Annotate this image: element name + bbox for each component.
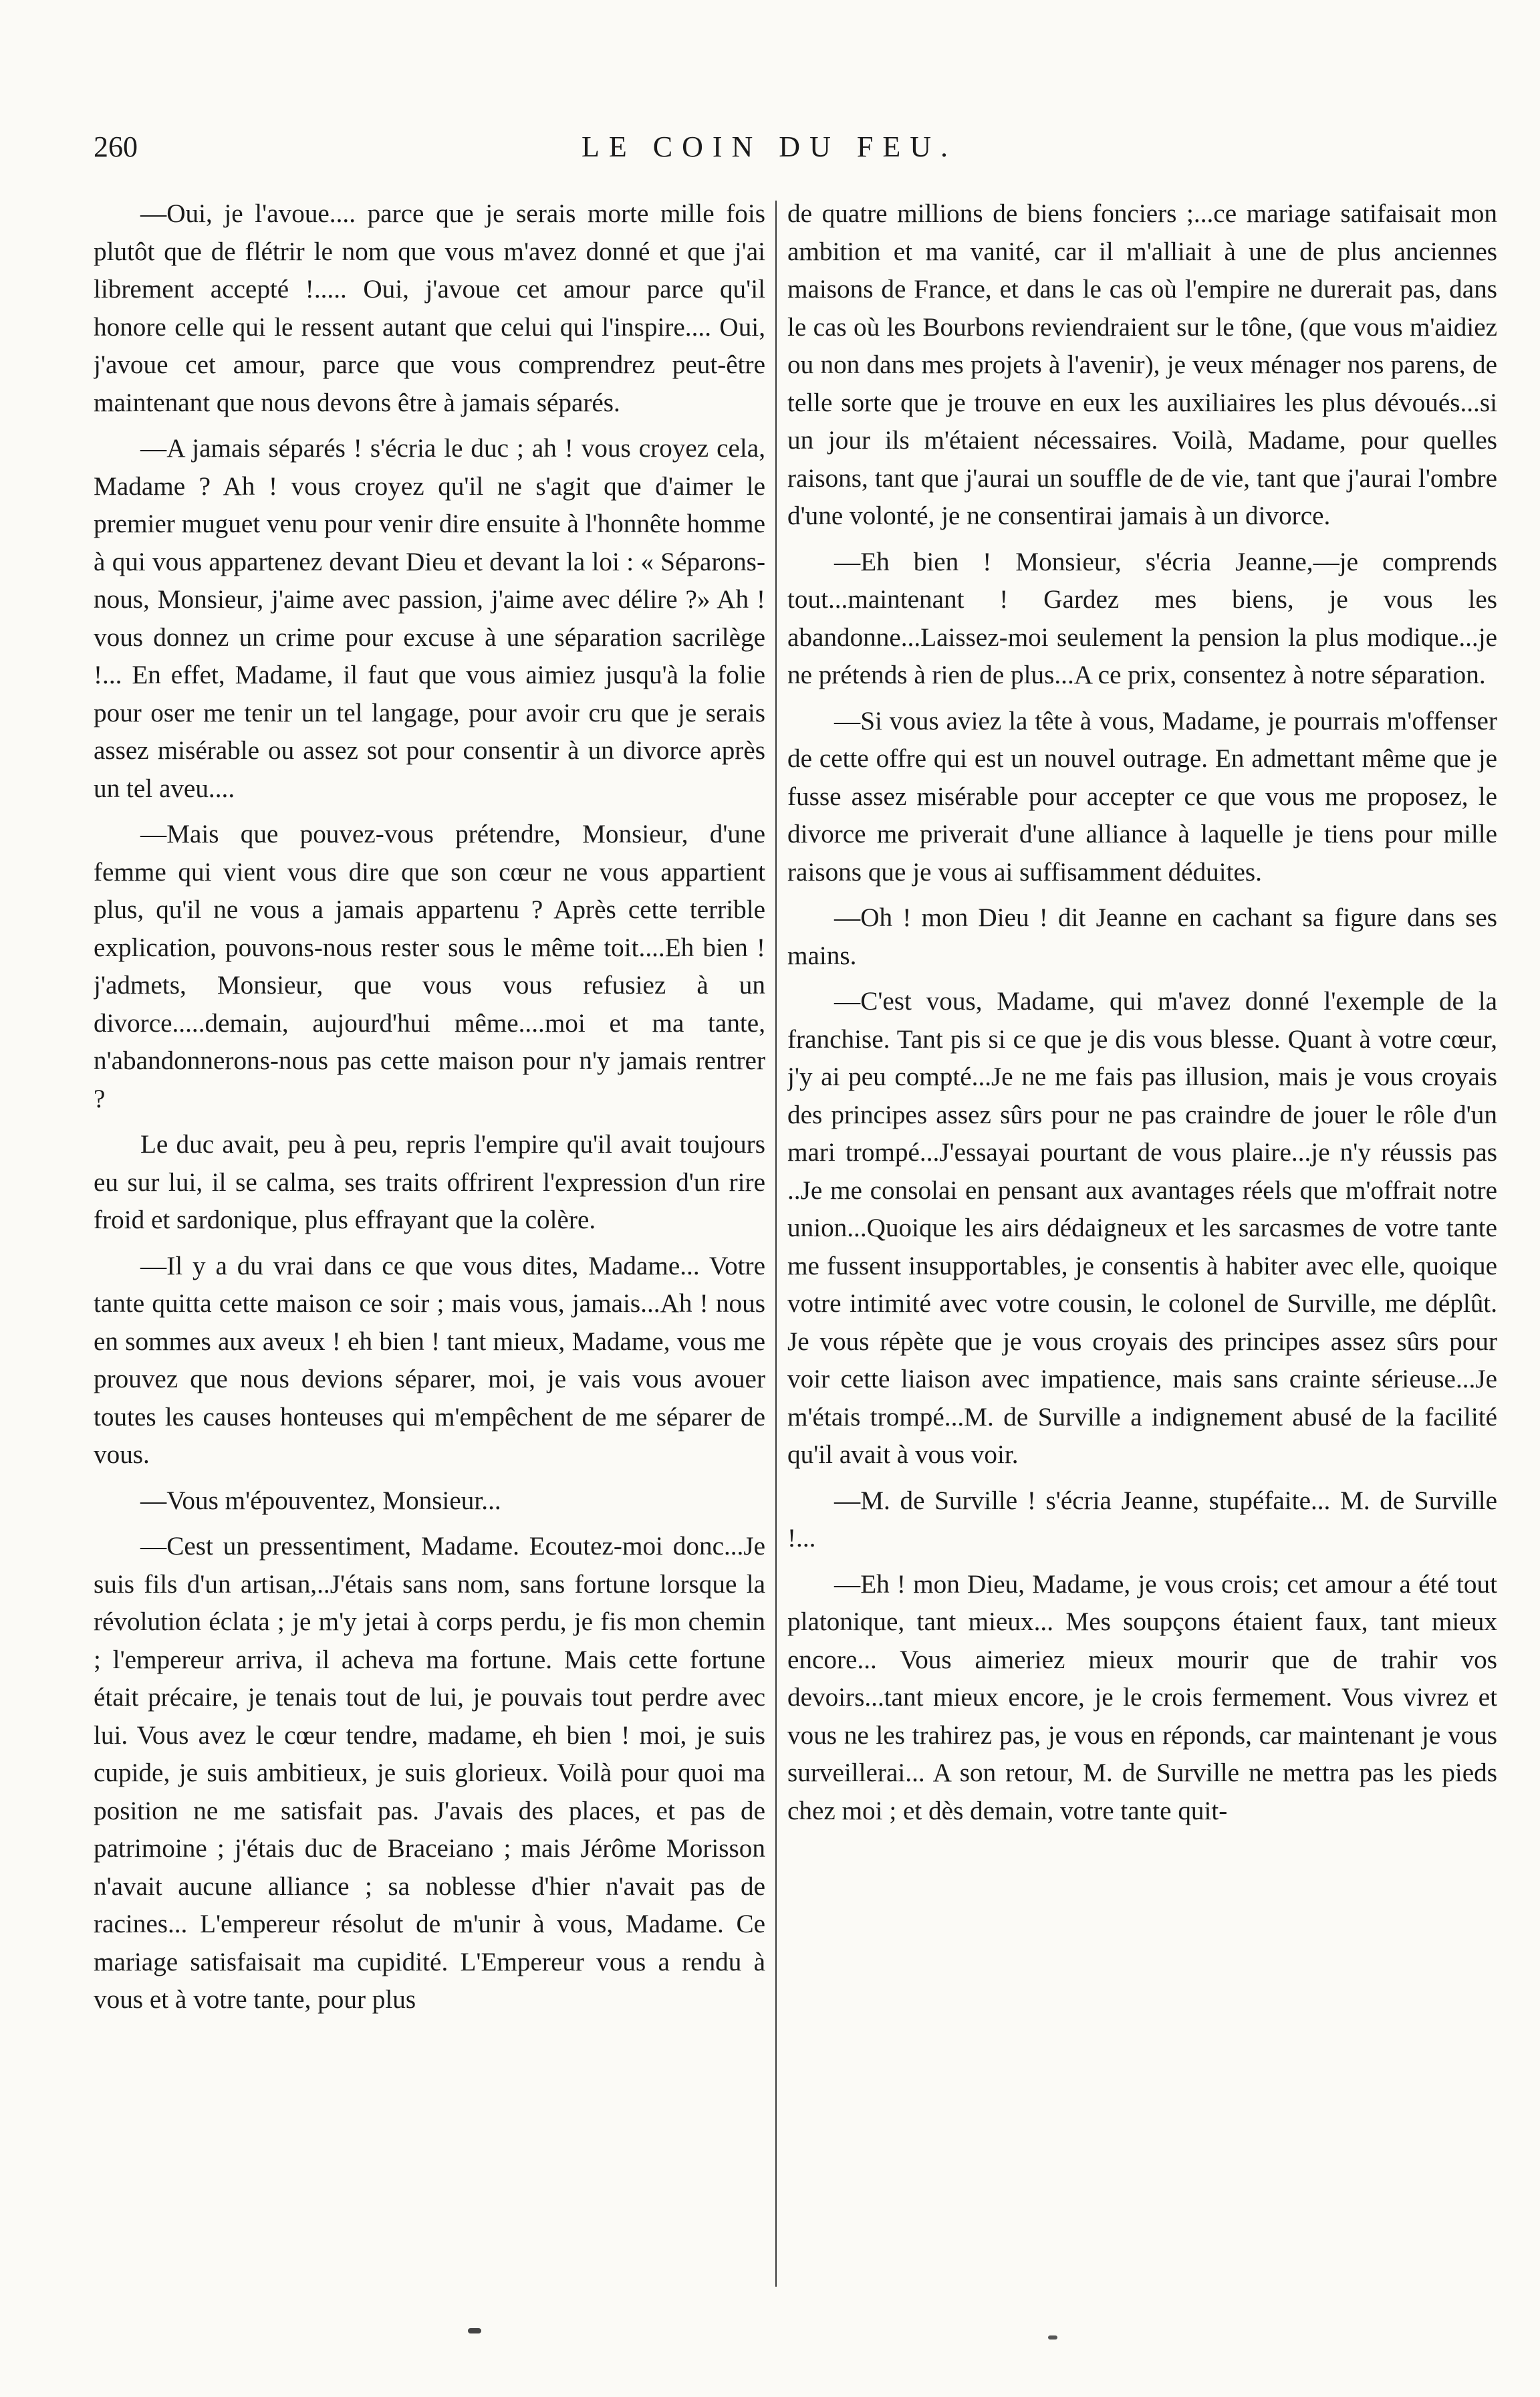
paragraph: —Eh bien ! Monsieur, s'écria Jeanne,—je comprends tout...maintenant ! Gardez mes biens, je vous les abandonne...Laissez-moi seulement la pension la plus modique...je ne prétends à rien de plus...A ce prix, consentez à notre séparation. <box>787 547 1497 689</box>
paragraph: —M. de Surville ! s'écria Jeanne, stupéfaite... M. de Surville !... <box>787 1486 1497 1553</box>
left-column <box>94 195 765 2288</box>
paragraph-continued: de quatre millions de biens fonciers ;...ce mariage satifaisait mon ambition et ma vanité, car il m'alliait à une de plus anciennes maisons de France, et dans le cas où l'empire ne durerait pas, dans le cas où les Bourbons reviendraient sur le tône, (que vous m'aidiez ou non dans mes projets à l'avenir), je veux ménager nos parens, de telle sorte que je trouve en eux les auxiliaires les plus dévoués...si un jour ils m'étaient nécessaires. Voilà, Madame, pour quelles raisons, tant que j'aurai un souffle de de vie, tant que j'aurai l'ombre d'une volonté, je ne consentirai jamais à un divorce. <box>787 199 1497 530</box>
paragraph: —Oui, je l'avoue.... parce que je serais morte mille fois plutôt que de flétrir le nom que vous m'avez donné et que j'ai librement accepté !..... Oui, j'avoue cet amour parce qu'il honore celle qui le ressent autant que celui qui l'inspire.... Oui, j'avoue cet amour, parce que vous comprendrez peut-être maintenant que nous devons être à jamais séparés. <box>94 199 765 417</box>
paragraph: —Vous m'épouventez, Monsieur... <box>140 1486 501 1515</box>
column-divider <box>775 201 777 2287</box>
paragraph: —Cest un pressentiment, Madame. Ecoutez-moi donc...Je suis fils d'un artisan,..J'étais sans nom, sans fortune lorsque la révolution éclata ; je m'y jetai à corps perdu, je fis mon chemin ; l'empereur arriva, il acheva ma fortune. Mais cette fortune était précaire, je tenais tout de lui, je pouvais tout perdre avec lui. Vous avez le cœur tendre, madame, eh bien ! moi, je suis cupide, je suis ambitieux, je suis glorieux. Voilà pour quoi ma position ne me satisfait pas. J'avais des places, et pas de patrimoine ; j'étais duc de Braceiano ; mais Jérôme Morisson n'avait aucune alliance ; sa noblesse d'hier n'avait pas de racines... L'empereur résolut de m'unir à vous, Madame. Ce mariage satisfaisait ma cupidité. L'Empereur vous a rendu à vous et à votre tante, pour plus <box>94 1532 765 2014</box>
ink-smudge <box>468 2328 481 2333</box>
page-number: 260 <box>94 130 138 163</box>
paragraph: —Il y a du vrai dans ce que vous dites, Madame... Votre tante quitta cette maison ce soir ; mais vous, jamais...Ah ! nous en sommes aux aveux ! eh bien ! tant mieux, Madame, vous me prouvez que nous devions séparer, moi, je vais vous avouer toutes les causes honteuses qui m'empêchent de me séparer de vous. <box>94 1251 765 1469</box>
paragraph: —Si vous aviez la tête à vous, Madame, je pourrais m'offenser de cette offre qui est un nouvel outrage. En admettant même que je fusse assez misérable pour accepter ce que vous me proposez, le divorce me priverait d'une alliance à laquelle je tiens pour mille raisons que je vous ai suffisamment déduites. <box>787 706 1497 887</box>
paragraph: —C'est vous, Madame, qui m'avez donné l'exemple de la franchise. Tant pis si ce que je dis vous blesse. Quant à votre cœur, j'y ai peu compté...Je ne me fais pas illusion, mais je vous croyais des principes assez sûrs pour ne pas craindre de jouer le rôle d'un mari trompé...J'essayai pourtant de vous plaire...je n'y réussis pas ..Je me consolai en pensant aux avantages réels que m'offrait notre union...Quoique les airs dédaigneux et les sarcasmes de votre tante me fussent insupportables, je consentis à habiter avec elle, quoique votre intimité avec votre cousin, le colonel de Surville, me déplût. Je vous répète que je vous croyais des principes assez sûrs pour voir cette liaison avec impatience, mais sans crainte sérieuse...Je m'étais trompé...M. de Surville a indignement abusé de la facilité qu'il avait à vous voir. <box>787 987 1497 1469</box>
paragraph: —A jamais séparés ! s'écria le duc ; ah ! vous croyez cela, Madame ? Ah ! vous croyez qu'il ne s'agit que d'aimer le premier muguet venu pour venir dire ensuite à l'honnête homme à qui vous appartenez devant Dieu et devant la loi : « Séparons-nous, Monsieur, j'aime avec passion, j'aime avec délire ?» Ah ! vous donnez un crime pour excuse à une séparation sacrilège !... En effet, Madame, il faut que vous aimiez jusqu'à la folie pour oser me tenir un tel langage, pour avoir cru que je serais assez misérable ou assez sot pour consentir à un divorce après un tel aveu.... <box>94 434 765 803</box>
right-column <box>787 195 1497 2288</box>
paragraph: —Eh ! mon Dieu, Madame, je vous crois; cet amour a été tout platonique, tant mieux... Mes soupçons étaient faux, tant mieux encore... Vous aimeriez mieux mourir que de trahir vos devoirs...tant mieux encore, je le crois fermement. Vous vivrez et vous ne les trahirez pas, je vous en réponds, car maintenant je vous surveillerai... A son retour, M. de Surville ne mettra pas les pieds chez moi ; et dès demain, votre tante quit- <box>787 1569 1497 1825</box>
paragraph: Le duc avait, peu à peu, repris l'empire qu'il avait toujours eu sur lui, il se calma, ses traits offrirent l'expression d'un rire froid et sardonique, plus effrayant que la colère. <box>94 1130 765 1234</box>
paragraph: —Oh ! mon Dieu ! dit Jeanne en cachant sa figure dans ses mains. <box>787 903 1497 970</box>
running-head: LE COIN DU FEU. <box>582 130 957 163</box>
paragraph: —Mais que pouvez-vous prétendre, Monsieur, d'une femme qui vient vous dire que son cœur ne vous appartient plus, qu'il ne vous a jamais appartenu ? Après cette terrible explication, pouvons-nous rester sous le même toit....Eh bien ! j'admets, Monsieur, que vous vous refusiez à un divorce.....demain, aujourd'hui même....moi et ma tante, n'abandonnerons-nous pas cette maison pour n'y jamais rentrer ? <box>94 820 765 1113</box>
ink-smudge <box>1048 2335 1057 2339</box>
page-header <box>94 127 1063 167</box>
